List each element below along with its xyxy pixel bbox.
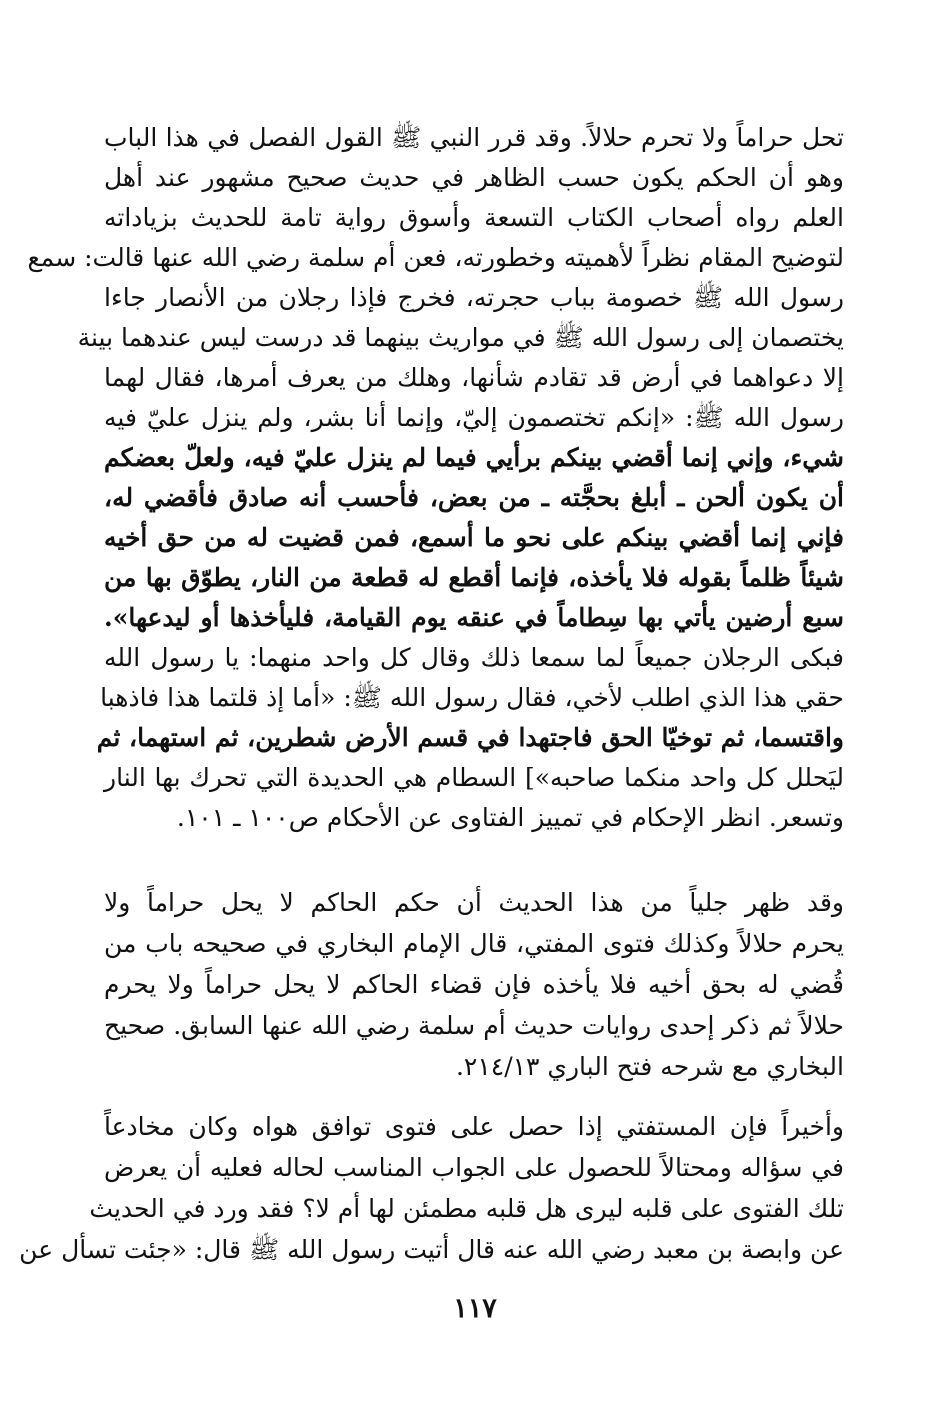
paragraph-ruling — [104, 882, 844, 1087]
text-line: شيء، وإني إنما أقضي بينكم برأيي فيما لم ينزل عليّ فيه، ولعلّ بعضكم — [104, 443, 844, 472]
text-line: حقي هذا الذي اطلب لأخي، فقال رسول الله ﷺ: «أما إذ قلتما هذا فاذهبا — [100, 683, 844, 712]
text-line: وقد ظهر جلياً من هذا الحديث أن حكم الحاكم لا يحل حراماً ولا — [104, 888, 844, 917]
text-line: فإني إنما أقضي بينكم على نحو ما أسمع، فمن قضيت له من حق أخيه — [104, 523, 844, 552]
text-line: وأخيراً فإن المستفتي إذا حصل على فتوى توافق هواه وكان مخادعاً — [104, 1112, 844, 1141]
text-line: يختصمان إلى رسول الله ﷺ في مواريث بينهما قد درست ليس عندهما بينة — [77, 323, 844, 352]
text-line: وهو أن الحكم يكون حسب الظاهر في حديث صحيح مشهور عند أهل — [104, 163, 844, 192]
text-line: وتسعر. انظر الإحكام في تمييز الفتاوى عن الأحكام ص١٠٠ ـ ١٠١. — [176, 803, 844, 832]
text-line: ليَحلل كل واحد منكما صاحبه»] السطام هي الحديدة التي تحرك بها النار — [104, 763, 844, 792]
text-line: شيئاً ظلماً بقوله فلا يأخذه، فإنما أقطع له قطعة من النار، يطوّق بها من — [104, 563, 844, 592]
page-number: ١١٧ — [453, 1293, 497, 1324]
text-line: لتوضيح المقام نظراً لأهميته وخطورته، فعن أم سلمة رضي الله عنها قالت: سمع — [27, 243, 844, 272]
text-line: إلا دعواهما في أرض قد تقادم شأنها، وهلك من يعرف أمرها، فقال لهما — [104, 363, 844, 392]
text-line: أن يكون ألحن ـ أبلغ بحجَّته ـ من بعض، فأحسب أنه صادق فأقضي له، — [104, 483, 844, 512]
text-line: سبع أرضين يأتي بها سِطاماً في عنقه يوم القيامة، فليأخذها أو ليدعها». — [104, 603, 844, 632]
text-line: قُضي له بحق أخيه فلا يأخذه فإن قضاء الحاكم لا يحل حراماً ولا يحرم — [104, 970, 844, 999]
text-line: تحل حراماً ولا تحرم حلالاً. وقد قرر النبي ﷺ القول الفصل في هذا الباب — [104, 123, 844, 152]
paragraph-hadith — [27, 118, 844, 838]
text-line: عن وابصة بن معبد رضي الله عنه قال أتيت رسول الله ﷺ قال: «جئت تسأل عن — [19, 1235, 844, 1264]
text-line: في سؤاله ومحتالاً للحصول على الجواب المناسب لحاله فعليه أن يعرض — [104, 1153, 844, 1182]
text-line: العلم رواه أصحاب الكتاب التسعة وأسوق رواية تامة للحديث بزياداته — [104, 203, 844, 232]
text-line: رسول الله ﷺ خصومة بباب حجرته، فخرج فإذا رجلان من الأنصار جاءا — [104, 283, 844, 312]
text-line: حلالاً ثم ذكر إحدى روايات حديث أم سلمة رضي الله عنها السابق. صحيح — [104, 1011, 844, 1040]
text-line: يحرم حلالاً وكذلك فتوى المفتي، قال الإمام البخاري في صحيحه باب من — [104, 929, 844, 958]
text-line: واقتسما، ثم توخيّا الحق فاجتهدا في قسم الأرض شطرين، ثم استهما، ثم — [96, 723, 844, 752]
text-line: رسول الله ﷺ: «إنكم تختصمون إليّ، وإنما أنا بشر، ولم ينزل عليّ فيه — [104, 403, 844, 432]
paragraph-conclusion — [19, 1106, 844, 1270]
text-line: فبكى الرجلان جميعاً لما سمعا ذلك وقال كل واحد منهما: يا رسول الله — [104, 643, 844, 672]
text-line: البخاري مع شرحه فتح الباري ٢١٤/١٣. — [455, 1052, 844, 1081]
text-line: تلك الفتوى على قلبه ليرى هل قلبه مطمئن لها أم لا؟ فقد ورد في الحديث — [89, 1194, 844, 1223]
